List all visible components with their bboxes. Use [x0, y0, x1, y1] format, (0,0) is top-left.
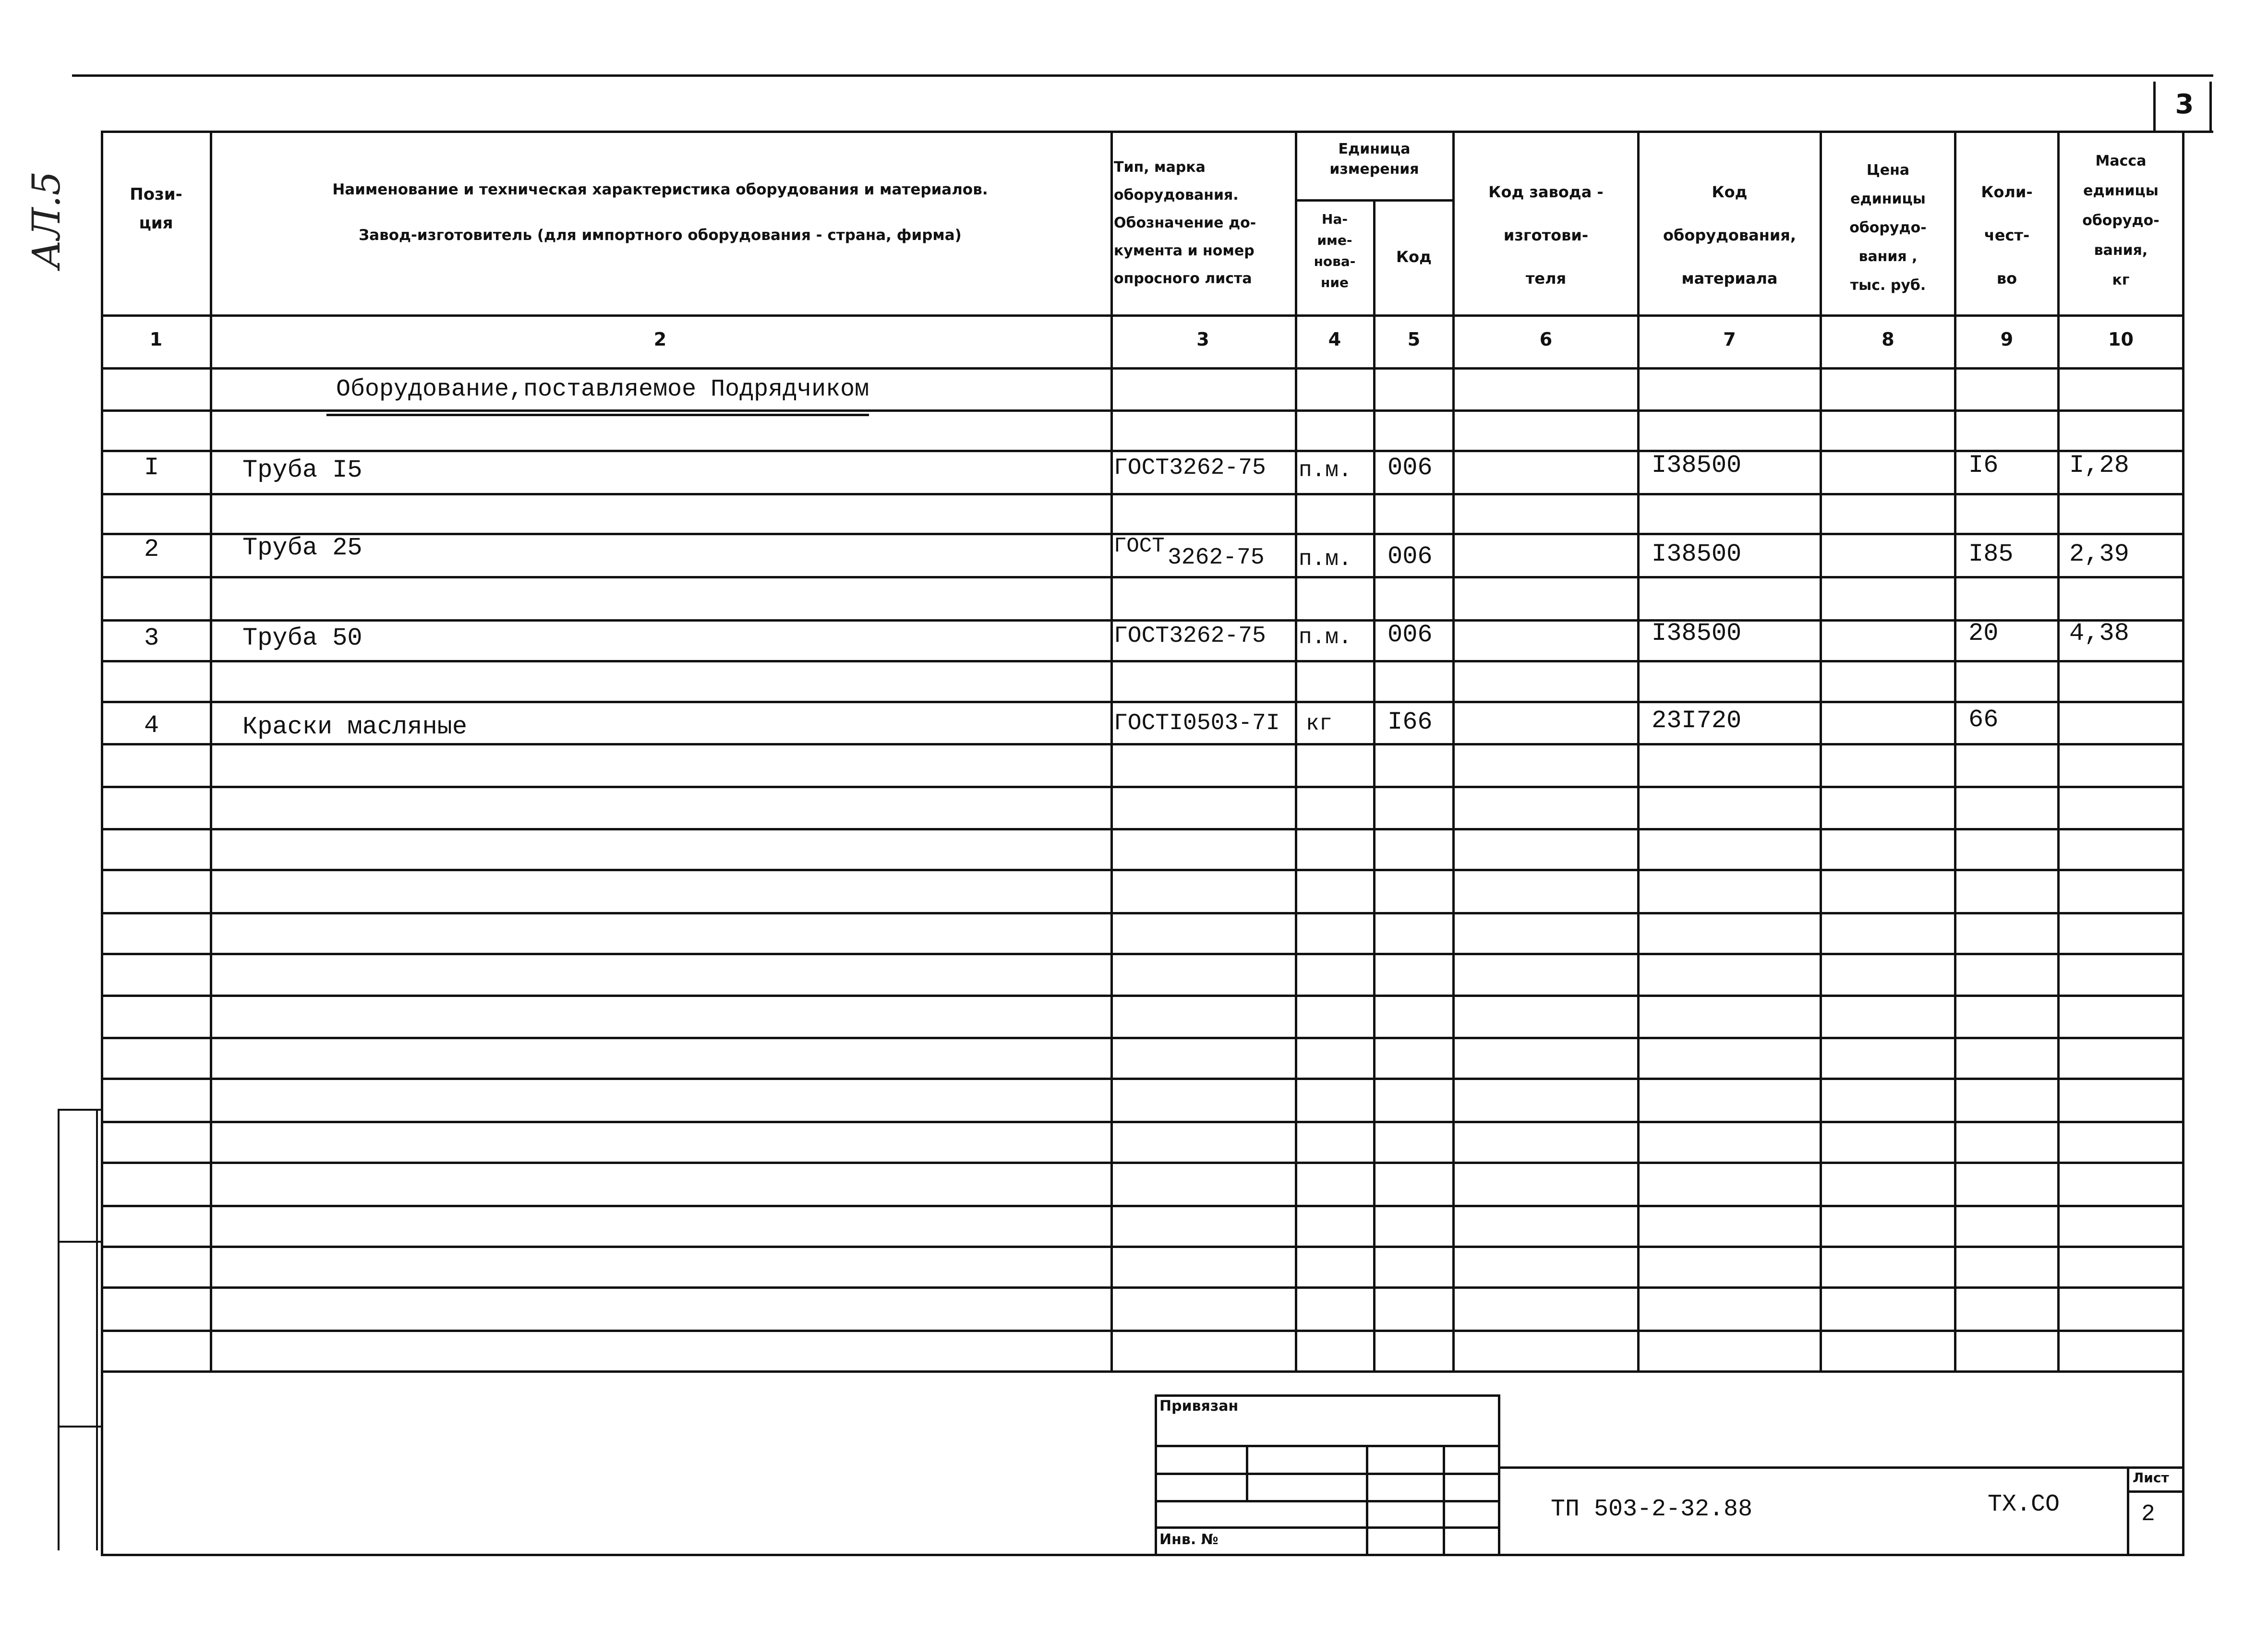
row2-doc-prefix: ГОСТ: [1114, 534, 1165, 558]
row-line: [101, 1121, 2184, 1123]
header-col8: Цена единицы оборудо- вания , тыс. руб.: [1849, 162, 1927, 294]
section-title: Оборудование,поставляемое Подрядчиком: [336, 376, 869, 403]
row-line: [101, 995, 2184, 997]
table-right-border: [2182, 131, 2184, 1556]
stamp-line-3: [1155, 1500, 1500, 1502]
row2-doc-suffix: 3262-75: [1168, 545, 1265, 571]
row4-unit-code: I66: [1387, 708, 1433, 736]
top-border-line: [72, 74, 2213, 77]
row3-unit: п.м.: [1299, 625, 1352, 650]
binding-strip-tick: [58, 1241, 101, 1243]
binding-strip-tick: [58, 1109, 101, 1111]
row3-doc: ГОСТ3262-75: [1114, 623, 1266, 649]
row2-name: Труба 25: [242, 534, 362, 562]
row1-unit: п.м.: [1299, 458, 1352, 483]
table-bottom-line: [101, 1370, 2184, 1373]
header-col5: Код: [1396, 248, 1432, 266]
unit-group-divider: [1295, 199, 1453, 202]
row3-mass: 4,38: [2069, 619, 2129, 648]
row-line: [101, 1246, 2184, 1248]
frame-top-line: [101, 131, 2213, 133]
section-title-underline: [326, 414, 869, 416]
row4-qty: 66: [1968, 706, 1999, 734]
row4-doc: ГОСТI0503-7I: [1114, 710, 1280, 736]
corner-box-left: [2153, 82, 2156, 132]
header-col3: Тип, марка оборудования. Обозначение до- кумента и номер опросного листа: [1114, 159, 1256, 287]
row4-code: 23I720: [1652, 707, 1742, 735]
stamp-line-4: [1155, 1526, 1500, 1529]
row1-qty: I6: [1968, 451, 1999, 480]
doc-section: ТХ.СО: [1988, 1491, 2060, 1518]
row-line: [101, 953, 2184, 955]
row2-mass: 2,39: [2069, 540, 2129, 568]
row3-name: Труба 50: [242, 624, 362, 652]
row-line: [101, 493, 2184, 495]
row2-unit-code: 006: [1387, 542, 1433, 571]
header-col9: Коли- чест- во: [1981, 183, 2033, 288]
row-line: [101, 660, 2184, 662]
header-col2-line1: Наименование и техническая характеристика оборудования и материалов.: [332, 181, 988, 198]
row1-doc: ГОСТ3262-75: [1114, 455, 1266, 481]
footer-bottom-line: [101, 1554, 2184, 1556]
row-line: [101, 1330, 2184, 1332]
colnum-9: 9: [2000, 329, 2014, 350]
header-col1: Пози- ция: [130, 185, 182, 233]
header-col10: Масса единицы оборудо- вания, кг: [2082, 153, 2159, 288]
row-line: [101, 828, 2184, 830]
row2-unit: п.м.: [1299, 547, 1352, 572]
header-col4: На- име- нова- ние: [1314, 211, 1356, 290]
colnum-2: 2: [653, 329, 667, 350]
row3-pos: 3: [144, 624, 159, 652]
doc-code: ТП 503-2-32.88: [1551, 1496, 1753, 1523]
sheet-label: Лист: [2133, 1470, 2169, 1486]
corner-page-number: 3: [2175, 89, 2194, 120]
header-col2-line2: Завод-изготовитель (для импортного оборудования - страна, фирма): [359, 227, 962, 244]
row1-mass: I,28: [2069, 451, 2129, 480]
colnum-5: 5: [1407, 329, 1421, 350]
binding-strip-line: [58, 1109, 60, 1550]
stamp-inv-no: Инв. №: [1159, 1531, 1218, 1548]
colnum-6: 6: [1539, 329, 1553, 350]
row3-code: I38500: [1652, 619, 1742, 648]
stamp-div-3: [1443, 1445, 1445, 1555]
header-unit-group: Единица измерения: [1329, 141, 1419, 178]
colnum-1: 1: [149, 329, 163, 350]
row1-name: Труба I5: [242, 456, 362, 484]
row-line: [101, 1037, 2184, 1039]
stamp-div-2: [1366, 1445, 1368, 1555]
binding-strip-line-2: [96, 1109, 98, 1550]
frame-right-upper: [2209, 82, 2212, 132]
row-line: [101, 912, 2184, 914]
row4-unit: кг: [1306, 711, 1333, 736]
colnum-bottom-line: [101, 367, 2184, 370]
stamp-privyazan: Привязан: [1159, 1398, 1239, 1415]
row4-pos: 4: [144, 711, 159, 740]
row2-pos: 2: [144, 535, 159, 564]
row-line: [101, 450, 2184, 452]
row-line: [101, 1078, 2184, 1080]
row4-name: Краски масляные: [242, 713, 468, 741]
row-line: [101, 409, 2184, 412]
row-line: [101, 743, 2184, 745]
row-line: [101, 1286, 2184, 1289]
row1-code: I38500: [1652, 451, 1742, 480]
doc-code-top-line: [1498, 1466, 2184, 1469]
row3-qty: 20: [1968, 619, 1999, 648]
colnum-8: 8: [1882, 329, 1894, 350]
row-line: [101, 1205, 2184, 1207]
colnum-7: 7: [1723, 329, 1736, 350]
stamp-line-1: [1155, 1445, 1500, 1447]
stamp-line-2: [1155, 1473, 1500, 1475]
sheet-number: 2: [2141, 1501, 2155, 1527]
row2-code: I38500: [1652, 540, 1742, 568]
row1-unit-code: 006: [1387, 454, 1433, 482]
colnum-4: 4: [1328, 329, 1341, 350]
row-line: [101, 869, 2184, 871]
binding-strip-tick: [58, 1426, 101, 1428]
stamp-top-line: [1155, 1394, 1500, 1397]
row-line: [101, 1162, 2184, 1164]
row2-qty: I85: [1968, 540, 2014, 568]
sheet-box-left: [2127, 1466, 2129, 1555]
header-col7: Код оборудования, материала: [1663, 183, 1796, 288]
stamp-div-1: [1246, 1445, 1248, 1500]
sheet-box-divider: [2127, 1490, 2184, 1493]
row-line: [101, 701, 2184, 703]
row-line: [101, 786, 2184, 788]
header-bottom-line: [101, 314, 2184, 317]
row-line: [101, 576, 2184, 578]
colnum-3: 3: [1196, 329, 1209, 350]
row1-pos: I: [144, 454, 159, 482]
side-stamp: АЛ.5: [24, 171, 69, 269]
row3-unit-code: 006: [1387, 621, 1433, 649]
header-col6: Код завода - изготови- теля: [1488, 183, 1604, 288]
colnum-10: 10: [2108, 329, 2134, 350]
